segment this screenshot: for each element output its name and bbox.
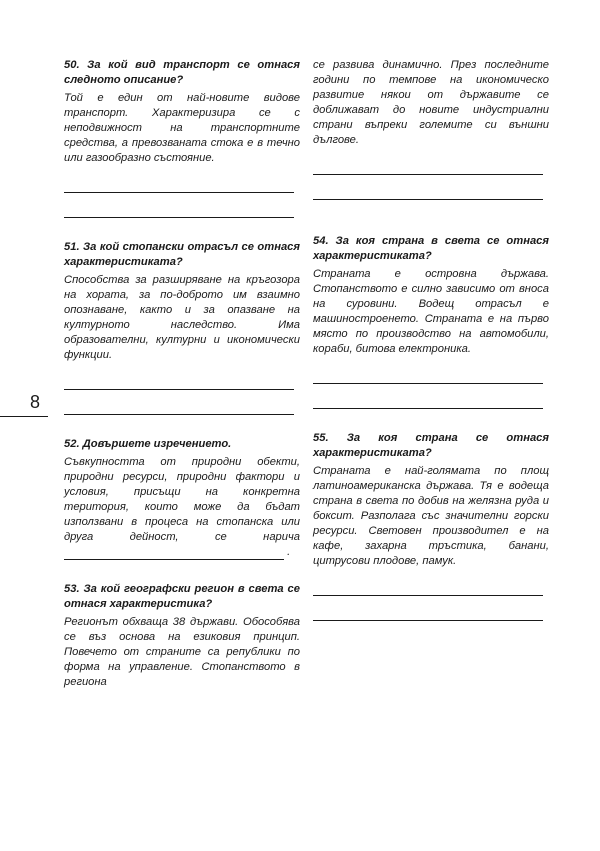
page-number-rule	[0, 416, 48, 417]
question-53-text-continued: се развива динамично. През последните години по темпове на икономическо развитие някои от държавите се доближават до новите индустриални страни въпреки големите си външни дългове.	[313, 59, 549, 146]
question-52-title: 52. Довършете изречението.	[64, 438, 232, 450]
question-53	[64, 582, 300, 690]
question-53-text: Регионът обхваща 38 държави. Обособява се въз основа на езиковия принцип. Повечето от страните са републики по форма на управление. Стопанството в региона	[64, 616, 300, 688]
question-53-continued	[313, 58, 549, 200]
answer-line-51-2[interactable]	[64, 414, 294, 415]
question-50-title: 50. За кой вид транспорт се отнася следното описание?	[64, 59, 300, 86]
question-50-text: Той е един от най-новите видове транспорт. Характеризира се с неподвижност на транспортните средства, а превозваната стока е в течно или газообразно състояние.	[64, 92, 300, 164]
question-51-title: 51. За кой стопански отрасъл се отнася характеристиката?	[64, 241, 300, 268]
question-52-period: .	[287, 546, 291, 558]
question-54-title: 54. За коя страна в света се отнася характеристиката?	[313, 235, 549, 262]
answer-line-54-2[interactable]	[313, 408, 543, 409]
question-52-text-block	[64, 455, 300, 560]
question-51-text: Способства за разширяване на кръгозора на хората, за по-доброто им взаимно опознаване, както и за опазване на културното наследство. Има образователни, културни и икономически функции.	[64, 274, 300, 361]
answer-line-51-1[interactable]	[64, 389, 294, 390]
answer-blank-52[interactable]	[64, 546, 284, 560]
question-55-text: Страната е най-голямата по площ латиноамериканска държава. Тя е водеща страна в света по добив на желязна руда и боксит. Разполага със значителни горски ресурси. Световен производител е на кафе, захарна тръстика, банани, цитрусови плодове, памук.	[313, 465, 549, 567]
right-column	[313, 58, 549, 643]
answer-line-53-2[interactable]	[313, 199, 543, 200]
question-54	[313, 234, 549, 409]
question-50	[64, 58, 300, 218]
left-column	[64, 58, 300, 712]
answer-line-50-1[interactable]	[64, 192, 294, 193]
question-55	[313, 431, 549, 621]
answer-line-53-1[interactable]	[313, 174, 543, 175]
answer-line-50-2[interactable]	[64, 217, 294, 218]
question-54-text: Страната е островна държава. Стопанството е силно зависимо от вноса на суровини. Водещ отрасъл е машиностроенето. Страната е на първо място по производство на автомобили, кораби, битова електроника.	[313, 268, 549, 355]
answer-line-55-2[interactable]	[313, 620, 543, 621]
question-53-title: 53. За кой географски регион в света се отнася характеристика?	[64, 583, 300, 610]
question-52-text: Съвкупността от природни обекти, природни ресурси, природни фактори и условия, присъщи на конкретна територия, които може да бъдат използвани в процеса на стопанска или друга дейност, се нарича	[64, 456, 300, 543]
answer-line-55-1[interactable]	[313, 595, 543, 596]
question-51	[64, 240, 300, 415]
question-55-title: 55. За коя страна се отнася характеристиката?	[313, 432, 549, 459]
answer-line-54-1[interactable]	[313, 383, 543, 384]
page-number: 8	[30, 392, 41, 412]
question-52	[64, 437, 300, 560]
